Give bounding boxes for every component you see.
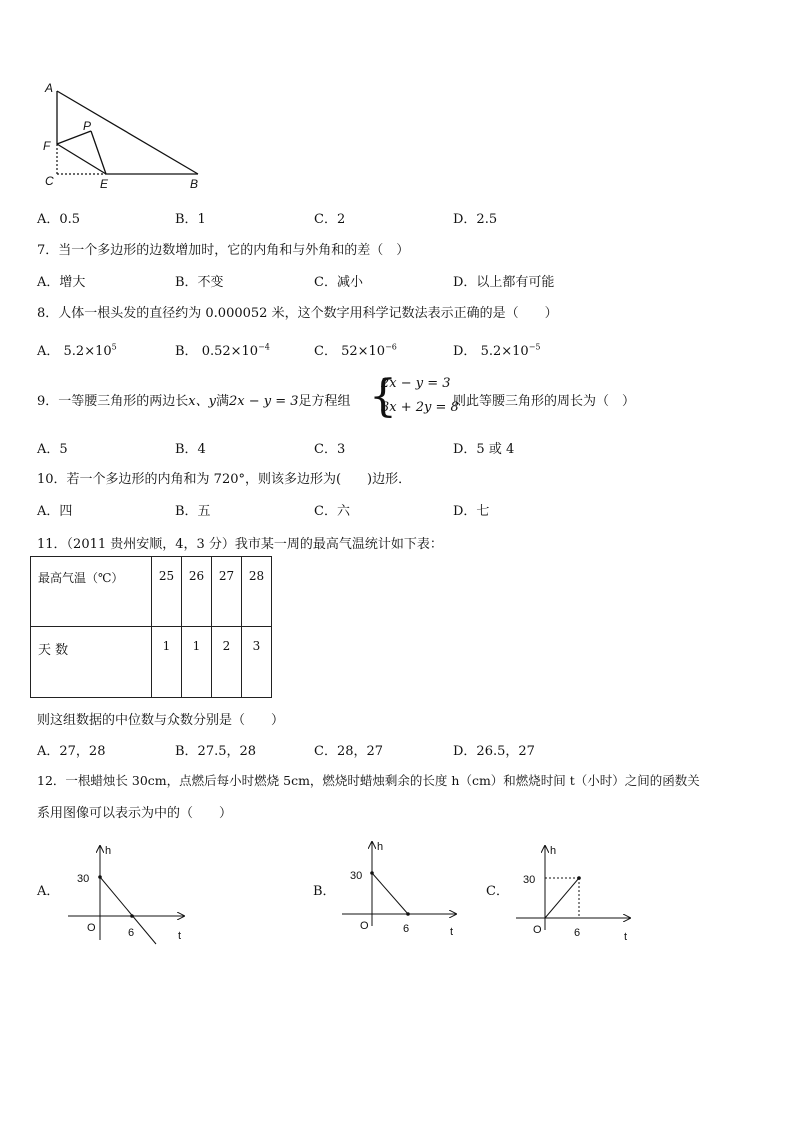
q11-after: 则这组数据的中位数与众数分别是（ ） bbox=[37, 713, 285, 728]
table-cell: 1 bbox=[152, 627, 182, 698]
graph-a-h: h bbox=[105, 845, 112, 857]
graph-a-30: 30 bbox=[77, 873, 90, 885]
q12-question-line1: 12．一根蜡烛长 30cm，点燃后每小时燃烧 5cm，燃烧时蜡烛剩余的长度 h（cm）和燃烧时间 t（小时）之间的函数关 bbox=[37, 773, 700, 788]
q8-b-mant: 0.52×10 bbox=[201, 344, 259, 359]
q6-option-c[interactable]: C．2 bbox=[314, 212, 346, 227]
q9-question-pre bbox=[37, 390, 351, 409]
q8-b-exp: −4 bbox=[258, 342, 270, 352]
q10-option-d[interactable]: D．七 bbox=[453, 504, 490, 519]
q8-d-exp: −5 bbox=[528, 342, 541, 352]
graph-b-6: 6 bbox=[403, 923, 410, 935]
q8-d-label: D． bbox=[453, 344, 477, 359]
q7-option-c[interactable]: C．减小 bbox=[314, 275, 363, 290]
q9-post: 则此等腰三角形的周长为（ ） bbox=[453, 394, 636, 409]
q8-option-d[interactable] bbox=[453, 340, 540, 359]
graph-b bbox=[334, 836, 464, 941]
q8-option-b[interactable] bbox=[175, 340, 270, 359]
label-E: E bbox=[100, 177, 109, 191]
graph-b-o: O bbox=[360, 920, 369, 932]
q7-option-d[interactable]: D．以上都有可能 bbox=[453, 275, 555, 290]
table-cell: 3 bbox=[242, 627, 272, 698]
q7-question: 7．当一个多边形的边数增加时，它的内角和与外角和的差（ ） bbox=[37, 243, 410, 258]
triangle-figure bbox=[40, 80, 210, 195]
q6-option-b[interactable]: B．1 bbox=[175, 212, 206, 227]
q7-option-a[interactable]: A．增大 bbox=[37, 275, 86, 290]
table-cell: 28 bbox=[242, 557, 272, 627]
q11-option-c[interactable]: C．28，27 bbox=[314, 744, 384, 759]
temperature-table bbox=[30, 556, 272, 698]
label-F: F bbox=[43, 139, 51, 153]
q10-option-c[interactable]: C．六 bbox=[314, 504, 350, 519]
graph-b-h: h bbox=[377, 841, 384, 853]
q12-option-b[interactable]: B． bbox=[313, 884, 336, 899]
q8-d-mant: 5.2×10 bbox=[480, 344, 529, 359]
table-cell: 26 bbox=[182, 557, 212, 627]
table-head-days: 天 数 bbox=[31, 627, 152, 698]
q10-question: 10．若一个多边形的内角和为 720°，则该多边形为( )边形． bbox=[37, 472, 412, 487]
table-cell: 1 bbox=[182, 627, 212, 698]
q11-option-d[interactable]: D．26.5，27 bbox=[453, 744, 535, 759]
graph-c-h: h bbox=[550, 845, 557, 857]
q10-option-b[interactable]: B．五 bbox=[175, 504, 211, 519]
q8-c-mant: 52×10 bbox=[341, 344, 386, 359]
graph-c-6: 6 bbox=[574, 927, 581, 939]
q9-eq: 2x − y = 3 bbox=[228, 394, 299, 409]
q8-b-label: B． bbox=[175, 344, 198, 359]
q9-sys1: 2x − y = 3 bbox=[381, 376, 451, 391]
graph-b-30: 30 bbox=[350, 870, 363, 882]
table-head-temp: 最高气温（℃） bbox=[31, 557, 152, 627]
q12-question-line2: 系用图像可以表示为中的（ ） bbox=[37, 806, 233, 821]
graph-c-30: 30 bbox=[523, 874, 536, 886]
q8-c-label: C． bbox=[314, 344, 337, 359]
q9-option-d[interactable]: D．5 或 4 bbox=[453, 442, 515, 457]
graph-b-t: t bbox=[450, 926, 454, 938]
q8-a-mant: 5.2×10 bbox=[63, 344, 112, 359]
q11-option-a[interactable]: A．27，28 bbox=[37, 744, 106, 759]
graph-c-o: O bbox=[533, 924, 542, 936]
q11-option-b[interactable]: B．27.5，28 bbox=[175, 744, 257, 759]
label-C: C bbox=[45, 174, 54, 188]
q9-mid: 满 bbox=[215, 394, 229, 409]
q8-question: 8．人体一根头发的直径约为 0.000052 米，这个数字用科学记数法表示正确的是（ ） bbox=[37, 306, 558, 321]
graph-a-o: O bbox=[87, 922, 96, 934]
q9-option-c[interactable]: C．3 bbox=[314, 442, 346, 457]
q9-option-a[interactable]: A．5 bbox=[37, 442, 68, 457]
q9-sys2: 3x + 2y = 8 bbox=[381, 400, 459, 415]
q8-a-label: A． bbox=[37, 344, 60, 359]
q12-option-c[interactable]: C． bbox=[486, 884, 509, 899]
q8-c-exp: −6 bbox=[385, 342, 397, 352]
q9-vars: x、y bbox=[188, 394, 216, 409]
label-A: A bbox=[45, 81, 54, 95]
graph-a-6: 6 bbox=[128, 927, 135, 939]
label-B: B bbox=[190, 177, 199, 191]
table-cell: 25 bbox=[152, 557, 182, 627]
graph-a-t: t bbox=[178, 930, 182, 942]
q8-option-a[interactable] bbox=[37, 340, 117, 359]
q12-option-a[interactable]: A． bbox=[37, 884, 60, 899]
graph-c bbox=[508, 840, 638, 945]
label-P: P bbox=[83, 119, 92, 133]
graph-c-t: t bbox=[624, 931, 628, 943]
q10-option-a[interactable]: A．四 bbox=[37, 504, 73, 519]
q6-option-a[interactable]: A．0.5 bbox=[37, 212, 81, 227]
graph-a bbox=[60, 840, 200, 945]
q8-option-c[interactable] bbox=[314, 340, 397, 359]
q9-option-b[interactable]: B．4 bbox=[175, 442, 206, 457]
q7-option-b[interactable]: B．不变 bbox=[175, 275, 224, 290]
table-cell: 2 bbox=[212, 627, 242, 698]
q6-option-d[interactable]: D．2.5 bbox=[453, 212, 498, 227]
q9-pre: 9．一等腰三角形的两边长 bbox=[37, 394, 189, 409]
q8-a-exp: 5 bbox=[111, 342, 117, 352]
table-cell: 27 bbox=[212, 557, 242, 627]
q9-mid2: 足方程组 bbox=[298, 394, 351, 409]
q9-brace: { bbox=[369, 371, 397, 422]
q11-question: 11．（2011 贵州安顺，4，3 分）我市某一周的最高气温统计如下表： bbox=[37, 537, 443, 552]
